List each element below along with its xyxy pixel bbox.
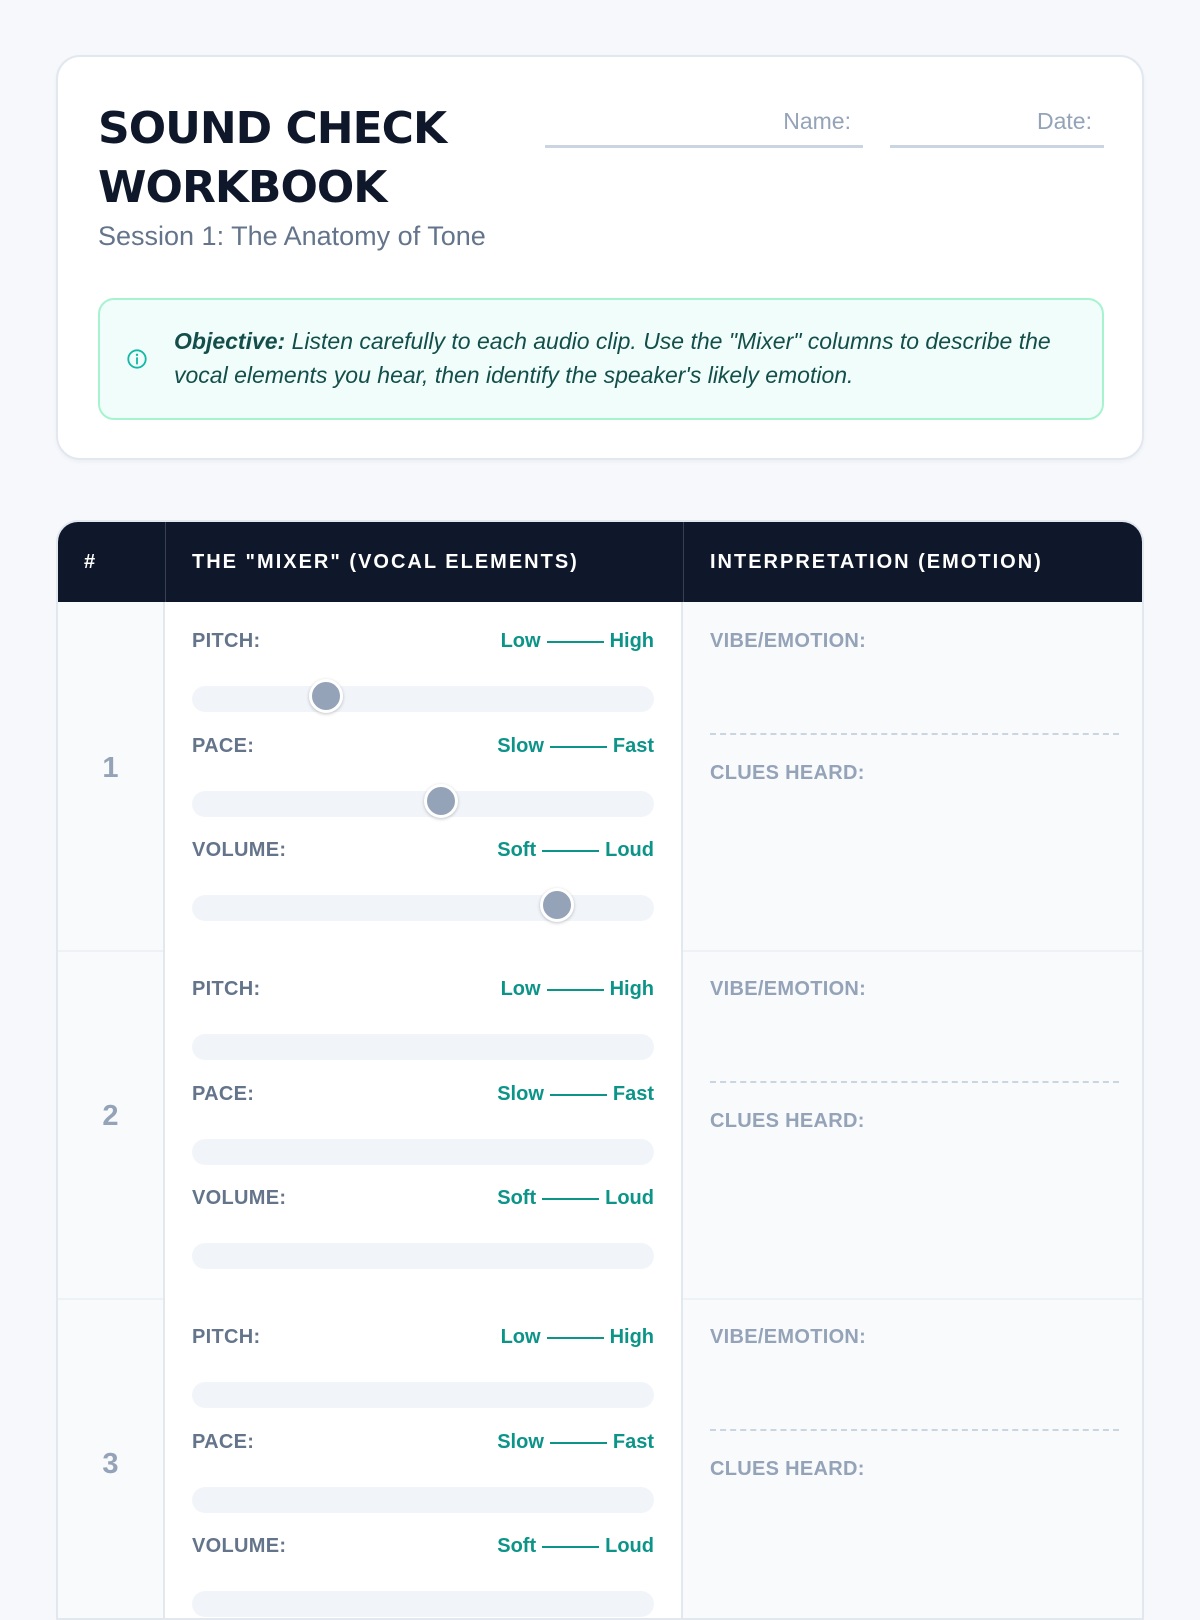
divider	[710, 733, 1119, 735]
scale-label	[497, 1083, 654, 1106]
scale-high: Fast	[612, 1083, 654, 1105]
control-label: VOLUME:	[192, 1535, 287, 1557]
control-label: PITCH:	[192, 1326, 261, 1348]
scale-label	[497, 1431, 654, 1454]
volume-control	[192, 1187, 654, 1283]
scale-high: Loud	[605, 1187, 654, 1209]
row-number: 3	[102, 1448, 119, 1480]
control-label: PACE:	[192, 735, 255, 757]
pitch-control	[192, 978, 654, 1074]
control-label: VOLUME:	[192, 839, 287, 861]
clues-heard-label: CLUES HEARD:	[710, 1458, 865, 1480]
pitch-control	[192, 1326, 654, 1422]
volume-control	[192, 1535, 654, 1620]
scale-low: Low	[500, 630, 541, 652]
slider-thumb[interactable]	[540, 888, 574, 922]
table-row	[58, 950, 1142, 1300]
scale-low: Soft	[497, 1187, 537, 1209]
info-icon	[126, 348, 148, 370]
pitch-control	[192, 630, 654, 726]
pitch-slider[interactable]	[192, 686, 654, 712]
slider-thumb[interactable]	[424, 784, 458, 818]
row-number: 1	[102, 752, 119, 784]
volume-slider[interactable]	[192, 895, 654, 921]
table-row	[58, 1298, 1142, 1620]
scale-high: Fast	[612, 1431, 654, 1453]
scale-low: Soft	[497, 1535, 537, 1557]
scale-high: Fast	[612, 735, 654, 757]
volume-slider[interactable]	[192, 1243, 654, 1269]
scale-dash	[547, 641, 604, 643]
slider-thumb[interactable]	[309, 679, 343, 713]
clues-heard-label: CLUES HEARD:	[710, 762, 865, 784]
control-label: VOLUME:	[192, 1187, 287, 1209]
scale-low: Slow	[497, 735, 544, 757]
volume-slider[interactable]	[192, 1591, 654, 1617]
divider	[710, 1429, 1119, 1431]
row-number-cell	[58, 602, 165, 950]
pitch-slider[interactable]	[192, 1034, 654, 1060]
pace-slider[interactable]	[192, 1139, 654, 1165]
table-header	[58, 522, 1142, 602]
interpretation-cell[interactable]	[683, 950, 1144, 1298]
control-label: PACE:	[192, 1083, 255, 1105]
vibe-emotion-label: VIBE/EMOTION:	[710, 978, 867, 1000]
volume-control	[192, 839, 654, 935]
row-number-cell	[58, 1298, 165, 1620]
scale-low: Low	[500, 978, 541, 1000]
interpretation-cell[interactable]	[683, 1298, 1144, 1620]
scale-dash	[550, 1094, 607, 1096]
scale-label	[497, 839, 654, 862]
scale-dash	[542, 1546, 599, 1548]
interpretation-cell[interactable]	[683, 602, 1144, 950]
row-number: 2	[102, 1100, 119, 1132]
vibe-emotion-label: VIBE/EMOTION:	[710, 1326, 867, 1348]
objective-label: Objective:	[174, 328, 286, 354]
clues-heard-label: CLUES HEARD:	[710, 1110, 865, 1132]
scale-high: High	[609, 1326, 654, 1348]
pace-control	[192, 735, 654, 831]
mixer-cell	[165, 1298, 683, 1620]
objective-box	[98, 298, 1104, 420]
scale-high: High	[609, 630, 654, 652]
scale-label	[501, 630, 654, 653]
scale-label	[501, 1326, 654, 1349]
column-header-mixer: THE "MIXER" (VOCAL ELEMENTS)	[165, 522, 683, 602]
session-subtitle: Session 1: The Anatomy of Tone	[98, 221, 486, 251]
mixer-cell	[165, 602, 683, 950]
scale-high: High	[609, 978, 654, 1000]
scale-dash	[547, 1337, 604, 1339]
scale-high: Loud	[605, 1535, 654, 1557]
column-header-interpretation: INTERPRETATION (EMOTION)	[683, 522, 1144, 602]
date-label: Date:	[1037, 108, 1092, 134]
control-label: PACE:	[192, 1431, 255, 1453]
pace-slider[interactable]	[192, 1487, 654, 1513]
pitch-slider[interactable]	[192, 1382, 654, 1408]
control-label: PITCH:	[192, 978, 261, 1000]
vibe-emotion-label: VIBE/EMOTION:	[710, 630, 867, 652]
scale-label	[497, 1187, 654, 1210]
scale-label	[501, 978, 654, 1001]
objective-text	[174, 324, 1074, 392]
mixer-cell	[165, 950, 683, 1298]
date-field[interactable]	[890, 104, 1104, 148]
control-label: PITCH:	[192, 630, 261, 652]
scale-dash	[542, 850, 599, 852]
pace-control	[192, 1083, 654, 1179]
name-field[interactable]	[545, 104, 863, 148]
scale-label	[497, 735, 654, 758]
scale-dash	[550, 1442, 607, 1444]
pace-slider[interactable]	[192, 791, 654, 817]
scale-low: Slow	[497, 1431, 544, 1453]
objective-body: Listen carefully to each audio clip. Use the "Mixer" columns to describe the vocal elements you hear, then identify the speaker's likely emotion.	[174, 328, 1051, 388]
name-label: Name:	[783, 108, 851, 134]
scale-low: Slow	[497, 1083, 544, 1105]
table-row	[58, 602, 1142, 952]
scale-dash	[542, 1198, 599, 1200]
scale-dash	[547, 989, 604, 991]
workbook-title: SOUND CHECK WORKBOOK	[98, 103, 447, 213]
header-card	[56, 55, 1144, 460]
scale-dash	[550, 746, 607, 748]
column-header-number: #	[84, 551, 98, 573]
exercise-table	[56, 520, 1144, 1620]
divider	[710, 1081, 1119, 1083]
row-number-cell	[58, 950, 165, 1298]
pace-control	[192, 1431, 654, 1527]
scale-low: Soft	[497, 839, 537, 861]
scale-high: Loud	[605, 839, 654, 861]
scale-label	[497, 1535, 654, 1558]
scale-low: Low	[500, 1326, 541, 1348]
